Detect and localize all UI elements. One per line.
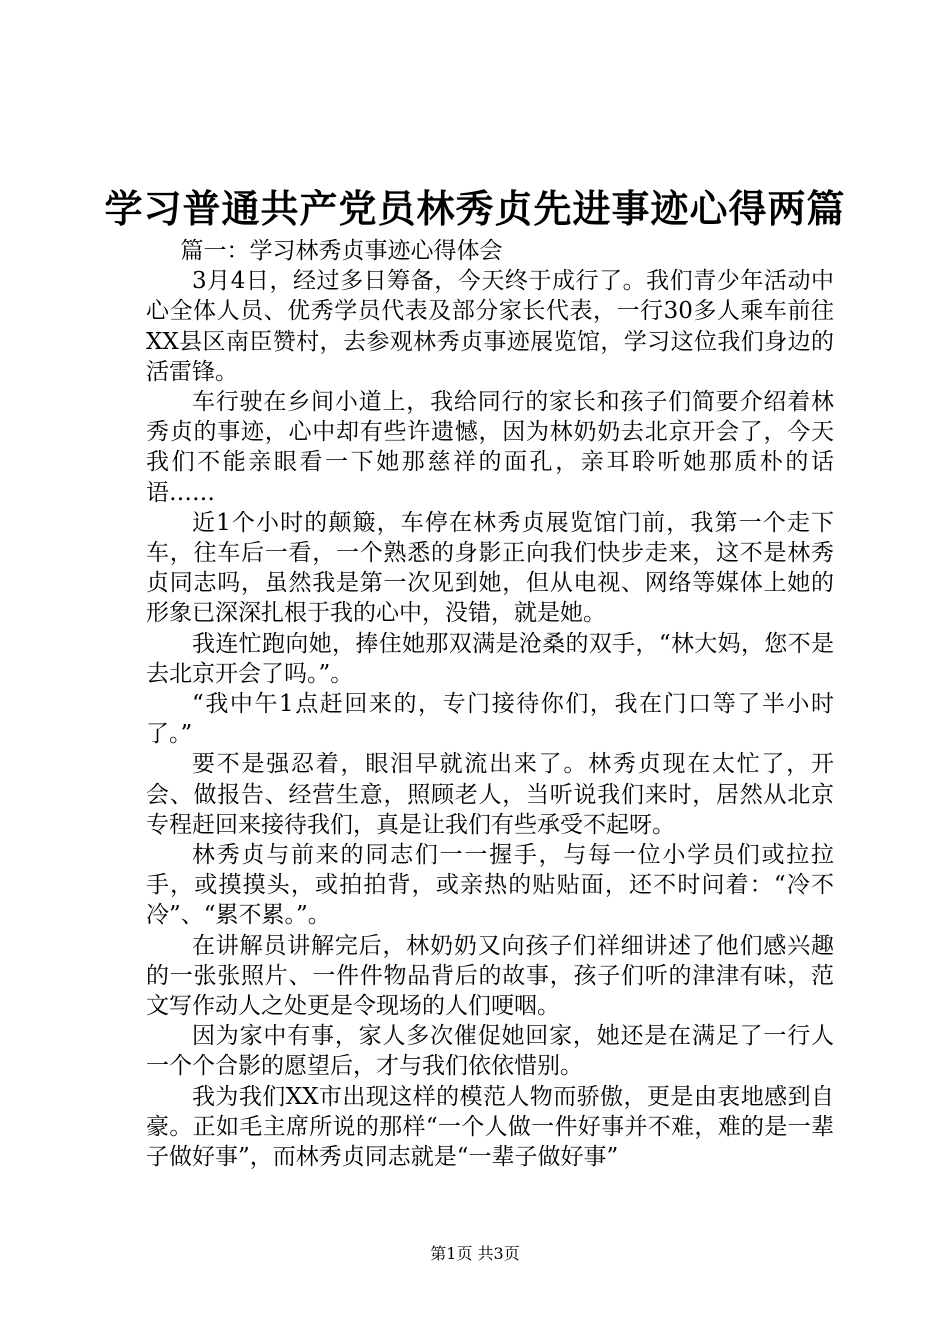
- paragraph: “我中午1点赶回来的，专门接待你们，我在门口等了半小时了。”: [146, 691, 834, 748]
- document-title: 学习普通共产党员林秀贞先进事迹心得两篇: [104, 186, 846, 231]
- paragraph: 因为家中有事，家人多次催促她回家，她还是在满足了一行人一个个合影的愿望后，才与我们依依惜别。: [146, 1023, 834, 1080]
- paragraph: 近1个小时的颠簸，车停在林秀贞展览馆门前，我第一个走下车，往车后一看，一个熟悉的身影正向我们快步走来，这不是林秀贞同志吗，虽然我是第一次见到她，但从电视、网络等媒体上她的形象已深深扎根于我的心中，没错，就是她。: [146, 509, 834, 627]
- paragraph: 3月4日，经过多日筹备，今天终于成行了。我们青少年活动中心全体人员、优秀学员代表及部分家长代表，一行30多人乘车前往XX县区南臣赞村，去参观林秀贞事迹展览馆，学习这位我们身边的活雷锋。: [146, 268, 834, 385]
- paragraph: 我连忙跑向她，捧住她那双满是沧桑的双手，“林大妈，您不是去北京开会了吗。”。: [146, 630, 834, 687]
- paragraph: 在讲解员讲解完后，林奶奶又向孩子们祥细讲述了他们感兴趣的一张张照片、一件件物品背后的故事，孩子们听的津津有味，范文写作动人之处更是令现场的人们哽咽。: [146, 932, 834, 1020]
- page-number-footer: 第1页 共3页: [430, 1244, 520, 1263]
- paragraph: 车行驶在乡间小道上，我给同行的家长和孩子们简要介绍着林秀贞的事迹，心中却有些许遗憾，因为林奶奶去北京开会了，今天我们不能亲眼看一下她那慈祥的面孔，亲耳聆听她那质朴的话语……: [146, 389, 834, 506]
- document-body: [146, 236, 834, 1172]
- paragraph: 要不是强忍着，眼泪早就流出来了。林秀贞现在太忙了，开会、做报告、经营生意，照顾老人，当听说我们来时，居然从北京专程赶回来接待我们，真是让我们有些承受不起呀。: [146, 751, 834, 838]
- section-heading: 篇一：学习林秀贞事迹心得体会: [180, 238, 503, 264]
- paragraph: 林秀贞与前来的同志们一一握手，与每一位小学员们或拉拉手，或摸摸头，或拍拍背，或亲热的贴贴面，还不时问着：“冷不冷”、“累不累。”。: [146, 842, 834, 929]
- paragraph: 我为我们XX市出现这样的模范人物而骄傲，更是由衷地感到自豪。正如毛主席所说的那样“一个人做一件好事并不难，难的是一辈子做好事”，而林秀贞同志就是“一辈子做好事”: [146, 1083, 834, 1171]
